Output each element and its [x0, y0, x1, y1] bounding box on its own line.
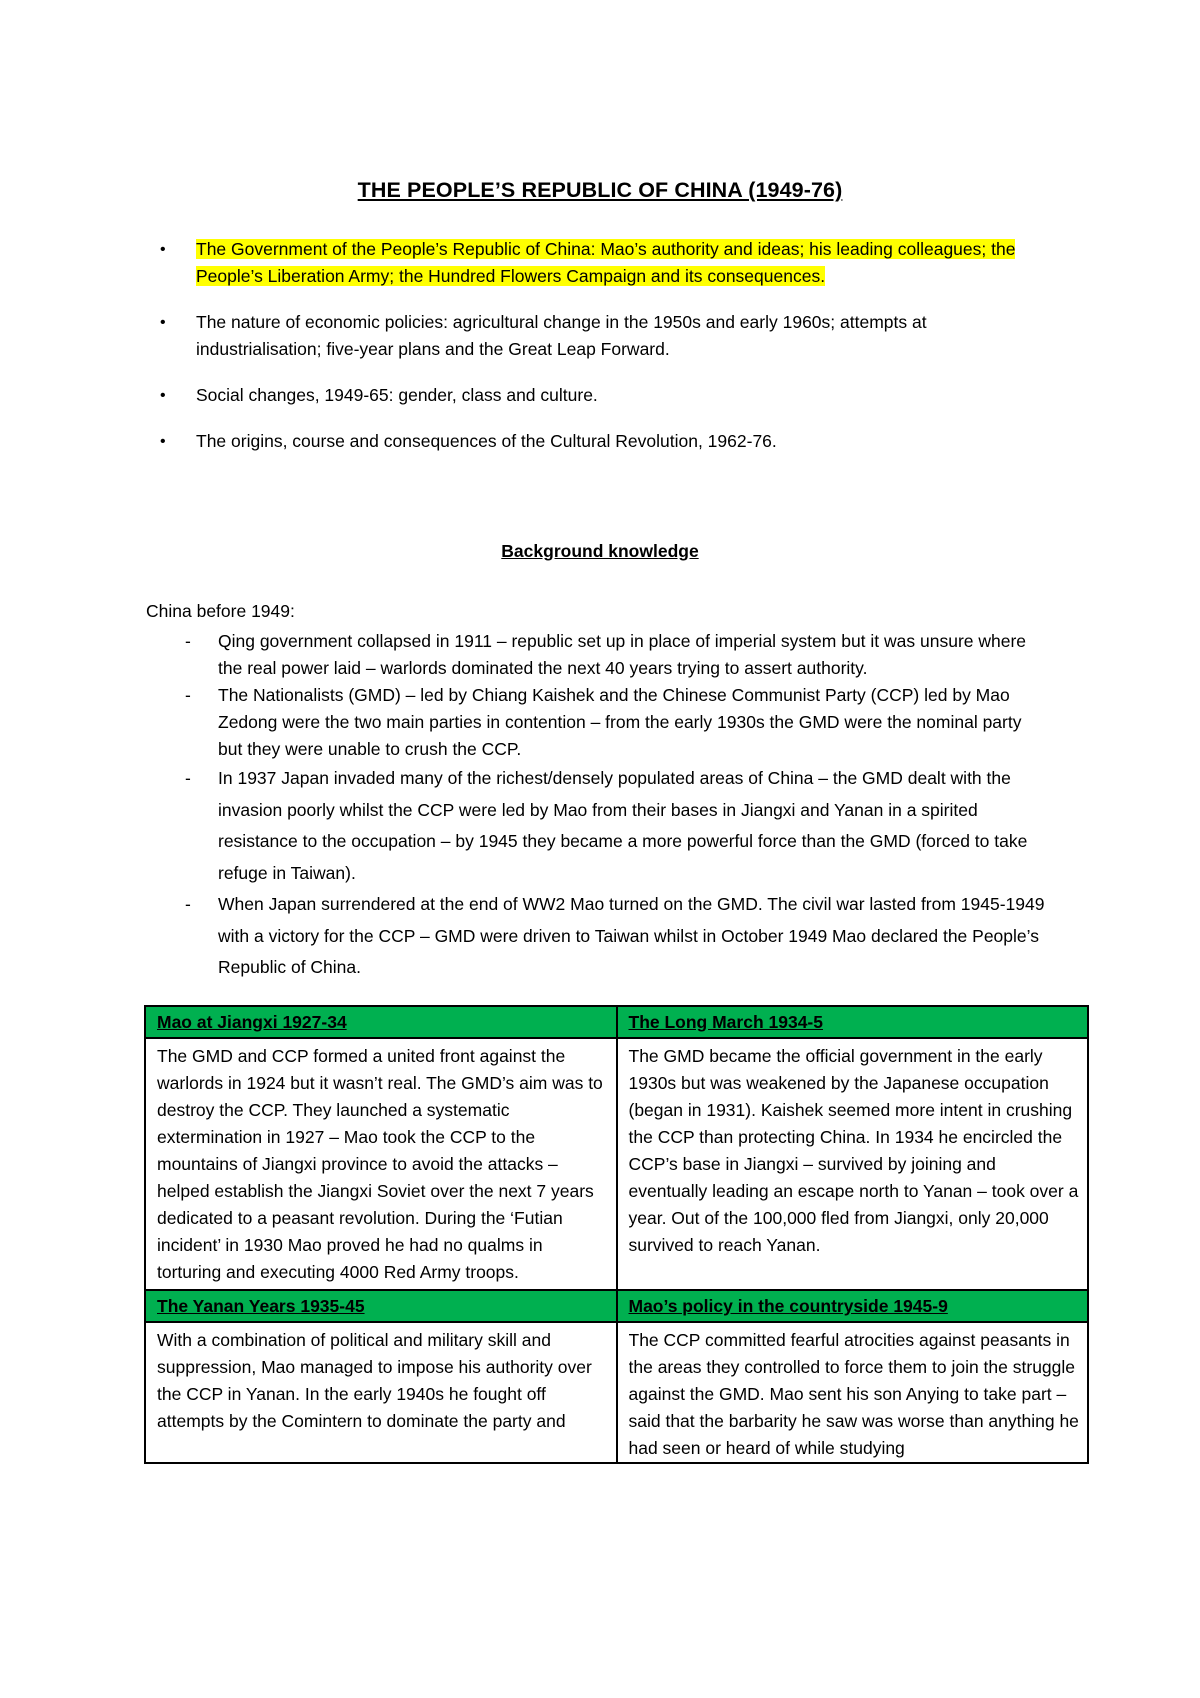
background-point-text: The Nationalists (GMD) – led by Chiang Kaishek and the Chinese Communist Party (CCP) led by Mao Zedong were the two main parties in contention – from the early 1930s the GMD were the nominal party but they were unable to crush the CCP.: [218, 685, 1022, 759]
topic-text: The nature of economic policies: agricultural change in the 1950s and early 1960s; attempts at industrialisation; five-year plans and the Great Leap Forward.: [196, 312, 927, 359]
table-row: [145, 1038, 1088, 1290]
table-heading: The Long March 1934-5: [617, 1006, 1089, 1038]
intro-line: China before 1949:: [146, 601, 295, 621]
table-heading: The Yanan Years 1935-45: [145, 1290, 617, 1322]
syllabus-topic-list: [0, 236, 1200, 474]
topic-item: [160, 236, 1026, 290]
table-cell: With a combination of political and military skill and suppression, Mao managed to impose his authority over the CCP in Yanan. In the early 1940s he fought off attempts by the Comintern to dominate the party and: [157, 1330, 592, 1431]
table-cell-container: [145, 1322, 617, 1463]
table-cell: The GMD and CCP formed a united front against the warlords in 1924 but it wasn’t real. The GMD’s aim was to destroy the CCP. They launched a systematic extermination in 1927 – Mao took the CCP to the mountains of Jiangxi province to avoid the attacks – helped establish the Jiangxi Soviet over the next 7 years dedicated to a peasant revolution. During the ‘Futian incident’ in 1930 Mao proved he had no qualms in torturing and executing 4000 Red Army troops.: [145, 1038, 617, 1290]
dash-icon: -: [185, 894, 191, 914]
table-heading: Mao’s policy in the countryside 1945-9: [617, 1290, 1089, 1322]
background-point: [185, 763, 1048, 889]
table-row: [145, 1322, 1088, 1463]
background-point: [185, 889, 1048, 984]
background-point-text: When Japan surrendered at the end of WW2 Mao turned on the GMD. The civil war lasted from 1945-1949 with a victory for the CCP – GMD were driven to Taiwan whilst in October 1949 Mao declared the People’s Republic of China.: [218, 894, 1045, 977]
topic-text: The origins, course and consequences of the Cultural Revolution, 1962-76.: [196, 431, 777, 451]
background-point-text: Qing government collapsed in 1911 – republic set up in place of imperial system but it was unsure where the real power laid – warlords dominated the next 40 years trying to assert authority.: [218, 631, 1027, 678]
history-periods-table: [144, 1005, 1089, 1464]
table-header-row: [145, 1290, 1088, 1322]
dash-icon: -: [185, 685, 191, 705]
dash-icon: -: [185, 631, 191, 651]
topic-item: [160, 382, 1026, 409]
background-point-list: [0, 628, 1200, 984]
background-knowledge-heading: Background knowledge: [501, 541, 699, 561]
highlighted-topic-text: The Government of the People’s Republic of China: Mao’s authority and ideas; his leading colleagues; the People’s Liberation Army; the Hundred Flowers Campaign and its consequences.: [196, 239, 1016, 286]
topic-text: Social changes, 1949-65: gender, class and culture.: [196, 385, 598, 405]
table-header-row: [145, 1006, 1088, 1038]
background-point: [185, 682, 1048, 763]
table-heading: Mao at Jiangxi 1927-34: [145, 1006, 617, 1038]
topic-item: [160, 428, 1026, 455]
background-point: [185, 628, 1048, 682]
document-title: THE PEOPLE’S REPUBLIC OF CHINA (1949-76): [357, 178, 843, 202]
topic-item: [160, 309, 1026, 363]
bullet-icon: •: [160, 387, 166, 404]
bullet-icon: •: [160, 433, 166, 450]
table-cell: The GMD became the official government in the early 1930s but was weakened by the Japanese occupation (began in 1931). Kaishek seemed more intent in crushing the CCP than protecting China. In 1934 he encircled the CCP’s base in Jiangxi – survived by joining and eventually leading an escape north to Yanan – took over a year. Out of the 100,000 fled from Jiangxi, only 20,000 survived to reach Yanan.: [617, 1038, 1089, 1290]
dash-icon: -: [185, 768, 191, 788]
bullet-icon: •: [160, 241, 166, 258]
background-point-text: In 1937 Japan invaded many of the richest/densely populated areas of China – the GMD dealt with the invasion poorly whilst the CCP were led by Mao from their bases in Jiangxi and Yanan in a spirited resistance to the occupation – by 1945 they became a more powerful force than the GMD (forced to take refuge in Taiwan).: [218, 768, 1028, 883]
bullet-icon: •: [160, 314, 166, 331]
table-cell-container: [617, 1322, 1089, 1463]
table-cell: The CCP committed fearful atrocities against peasants in the areas they controlled to force them to join the struggle against the GMD. Mao sent his son Anying to take part – said that the barbarity he saw was worse than anything he had seen or heard of while studying: [628, 1330, 1079, 1458]
